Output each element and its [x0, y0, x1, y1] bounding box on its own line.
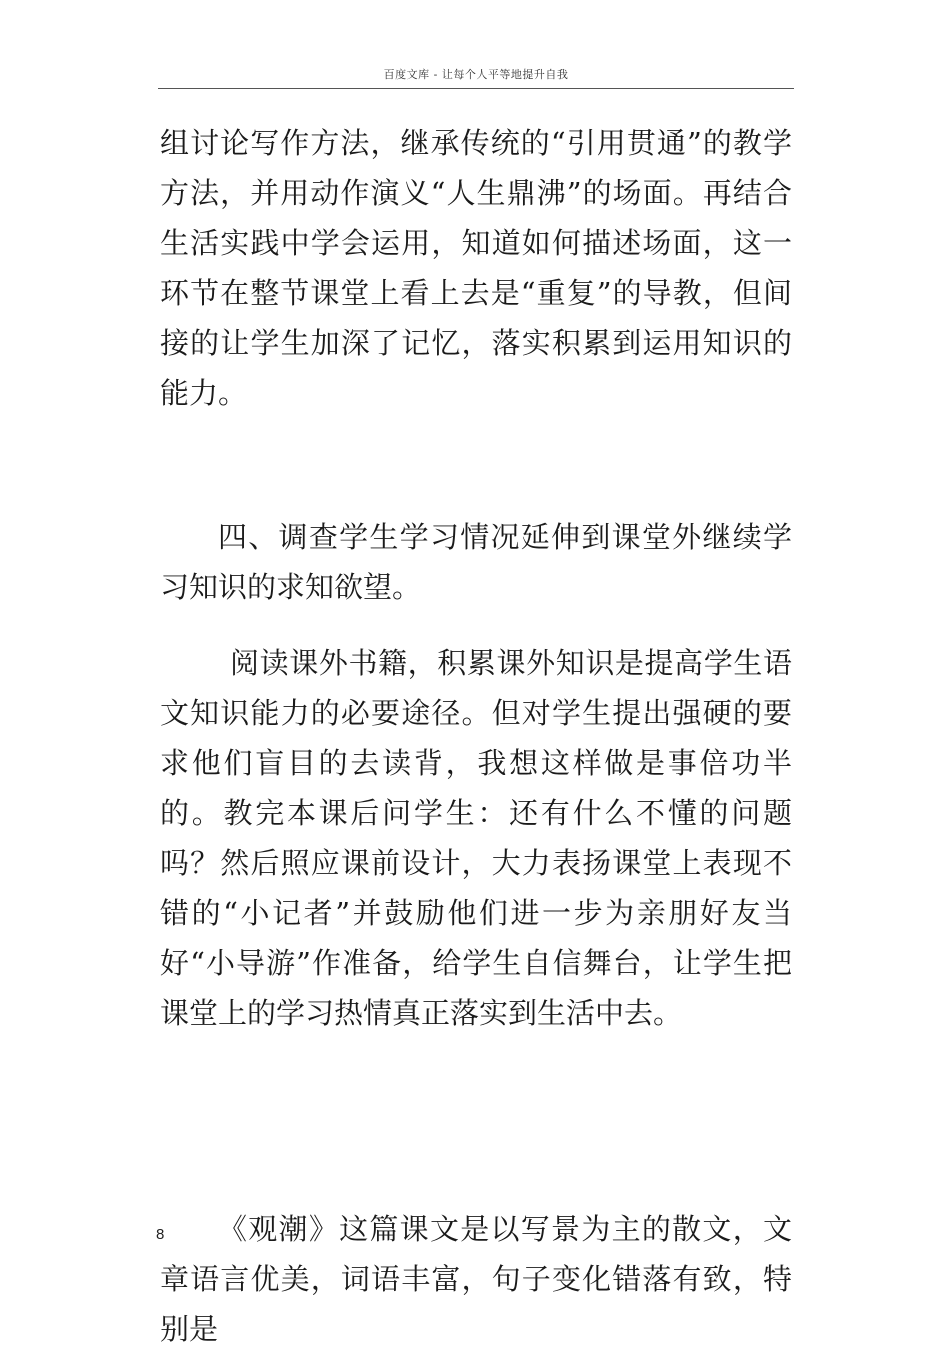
- header-title: 百度文库 - 让每个人平等地提升自我: [383, 68, 569, 81]
- paragraph-reading: 阅读课外书籍，积累课外知识是提高学生语文知识能力的必要途径。但对学生提出强硬的要求他们盲目的去读背，我想这样做是事倍功半的。教完本课后问学生：还有什么不懂的问题吗？然后照应课前设计，大力表扬课堂上表现不错的“小记者”并鼓励他们进一步为亲朋好友当好“小导游”作准备，给学生自信舞台，让学生把课堂上的学习热情真正落实到生活中去。: [160, 646, 792, 1030]
- section-heading-4: 四、调查学生学习情况延伸到课堂外继续学习知识的求知欲望。: [160, 520, 792, 604]
- paragraph-continuation: 组讨论写作方法，继承传统的“引用贯通”的教学方法，并用动作演义“人生鼎沸”的场面。再结合生活实践中学会运用，知道如何描述场面，这一环节在整节课堂上看上去是“重复”的导教，但间接的让学生加深了记忆，落实积累到运用知识的能力。: [160, 126, 792, 410]
- paragraph-guanchao: 《观潮》这篇课文是以写景为主的散文，文章语言优美，词语丰富，句子变化错落有致，特别是: [160, 1212, 792, 1346]
- document-body: [160, 118, 792, 1354]
- page-header: [158, 62, 794, 89]
- page-number: 8: [156, 1226, 165, 1243]
